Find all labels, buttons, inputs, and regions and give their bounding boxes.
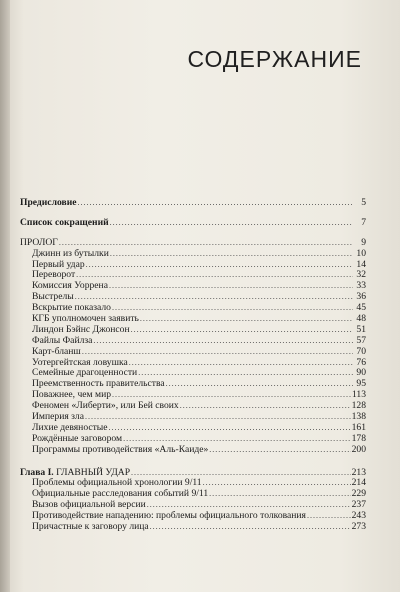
toc-entry-page: 214 xyxy=(351,477,366,489)
toc-entry-label: Причастные к заговору лица xyxy=(32,521,149,533)
toc-entry-page: 95 xyxy=(356,378,366,390)
dot-leader xyxy=(76,270,353,281)
toc-entry-page: 9 xyxy=(361,236,366,248)
toc-entry-label: Феномен «Либерти», или Бей своих xyxy=(32,400,179,412)
toc-entry-page: 45 xyxy=(356,302,366,314)
dot-leader xyxy=(77,198,353,209)
dot-leader xyxy=(123,434,351,445)
dot-leader xyxy=(140,314,353,325)
toc-entry-label: Рождённые заговором xyxy=(32,432,123,444)
toc-entry-preface[interactable] xyxy=(20,198,366,209)
toc-entry-page: 90 xyxy=(356,367,366,379)
toc-entry-page: 33 xyxy=(356,280,366,292)
toc-entry[interactable] xyxy=(20,445,366,456)
page-title: СОДЕРЖАНИЕ xyxy=(187,46,362,72)
toc-entry-label: ПРОЛОГ xyxy=(20,236,58,248)
toc-entry-label: Лихие девяностые xyxy=(32,421,108,433)
dot-leader xyxy=(209,445,350,456)
dot-leader xyxy=(166,379,353,390)
toc-entry-label: Первый удар xyxy=(32,258,85,270)
toc-entry-label: Линдон Бэйнс Джонсон xyxy=(32,323,130,335)
toc-entry-label: Империя зла xyxy=(32,411,84,423)
chapter-title: ГЛАВНЫЙ УДАР xyxy=(53,466,131,478)
toc-entry-label: Предисловие xyxy=(20,197,77,208)
toc-entry-page: 213 xyxy=(351,466,366,478)
toc-entry-page: 128 xyxy=(351,400,366,412)
toc-entry[interactable] xyxy=(20,249,366,260)
toc-entry-page: 7 xyxy=(361,216,366,228)
toc-entry-label: Вскрытие показало xyxy=(32,302,111,314)
toc-entry-abbreviations[interactable] xyxy=(20,218,366,229)
dot-leader xyxy=(307,511,351,522)
dot-leader xyxy=(110,249,353,260)
toc-entry-page: 229 xyxy=(351,488,366,500)
toc-entry-page: 273 xyxy=(351,521,366,533)
toc-entry-label: Проблемы официальной хронологии 9/11 xyxy=(32,477,202,489)
toc-entry-page: 32 xyxy=(356,269,366,281)
toc-entry[interactable] xyxy=(20,522,366,533)
dot-leader xyxy=(112,303,353,314)
dot-leader xyxy=(75,292,353,303)
dot-leader xyxy=(59,238,353,249)
dot-leader xyxy=(109,281,353,292)
toc-entry-page: 36 xyxy=(356,291,366,303)
dot-leader xyxy=(110,218,353,229)
toc-entry-page: 70 xyxy=(356,345,366,357)
toc-entry-page: 57 xyxy=(356,334,366,346)
toc-entry-page: 51 xyxy=(356,323,366,335)
toc-entry-label: Переворот xyxy=(32,269,76,281)
toc-entry[interactable] xyxy=(20,347,366,358)
dot-leader xyxy=(180,401,351,412)
toc-entry-page: 113 xyxy=(351,389,366,401)
dot-leader xyxy=(150,522,351,533)
dot-leader xyxy=(82,347,353,358)
toc-entry-label: Уотергейтская ловушка xyxy=(32,356,128,368)
toc-entry-page: 178 xyxy=(351,432,366,444)
toc-entry-page: 200 xyxy=(351,443,366,455)
dot-leader xyxy=(86,260,353,271)
dot-leader xyxy=(109,423,351,434)
toc-entry-page: 76 xyxy=(356,356,366,368)
toc-entry-page: 10 xyxy=(356,247,366,259)
toc-entry-label: Список сокращений xyxy=(20,216,109,228)
toc-entry-label: Комиссия Уоррена xyxy=(32,280,108,292)
toc-entry-page: 5 xyxy=(361,197,366,208)
toc-entry-label: Официальные расследования событий 9/11 xyxy=(32,488,209,500)
dot-leader xyxy=(85,412,351,423)
dot-leader xyxy=(203,478,351,489)
toc-entry-label: Преемственность правительства xyxy=(32,378,165,390)
toc-entry-label: Поважнее, чем мир xyxy=(32,389,112,401)
toc-entry-page: 138 xyxy=(351,411,366,423)
toc-entry-label: Карт-бланш xyxy=(32,345,81,357)
dot-leader xyxy=(131,325,353,336)
toc-entry-page: 14 xyxy=(356,258,366,270)
dot-leader xyxy=(209,489,350,500)
table-of-contents xyxy=(20,198,366,533)
toc-entry-label: Вызов официальной версии xyxy=(32,499,146,511)
page-gutter xyxy=(0,0,10,592)
toc-entry-page: 48 xyxy=(356,313,366,325)
dot-leader xyxy=(93,336,353,347)
toc-entry-label: Программы противодействия «Аль-Каиде» xyxy=(32,443,209,455)
toc-entry-label: КГБ уполномочен заявить xyxy=(32,313,139,325)
toc-entry-label: Выстрелы xyxy=(32,291,74,303)
toc-entry-label: Джинн из бутылки xyxy=(32,247,109,259)
toc-entry-label: Файлы Файлза xyxy=(32,334,93,346)
dot-leader xyxy=(129,358,353,369)
toc-entry-label: Семейные драгоценности xyxy=(32,367,138,379)
dot-leader xyxy=(138,368,353,379)
toc-entry-page: 161 xyxy=(351,421,366,433)
chapter-number: Глава I. xyxy=(20,466,54,478)
toc-entry-page: 243 xyxy=(351,510,366,522)
toc-entry-page: 237 xyxy=(351,499,366,511)
toc-entry-label: Противодействие нападению: проблемы официального толкования xyxy=(32,510,306,522)
